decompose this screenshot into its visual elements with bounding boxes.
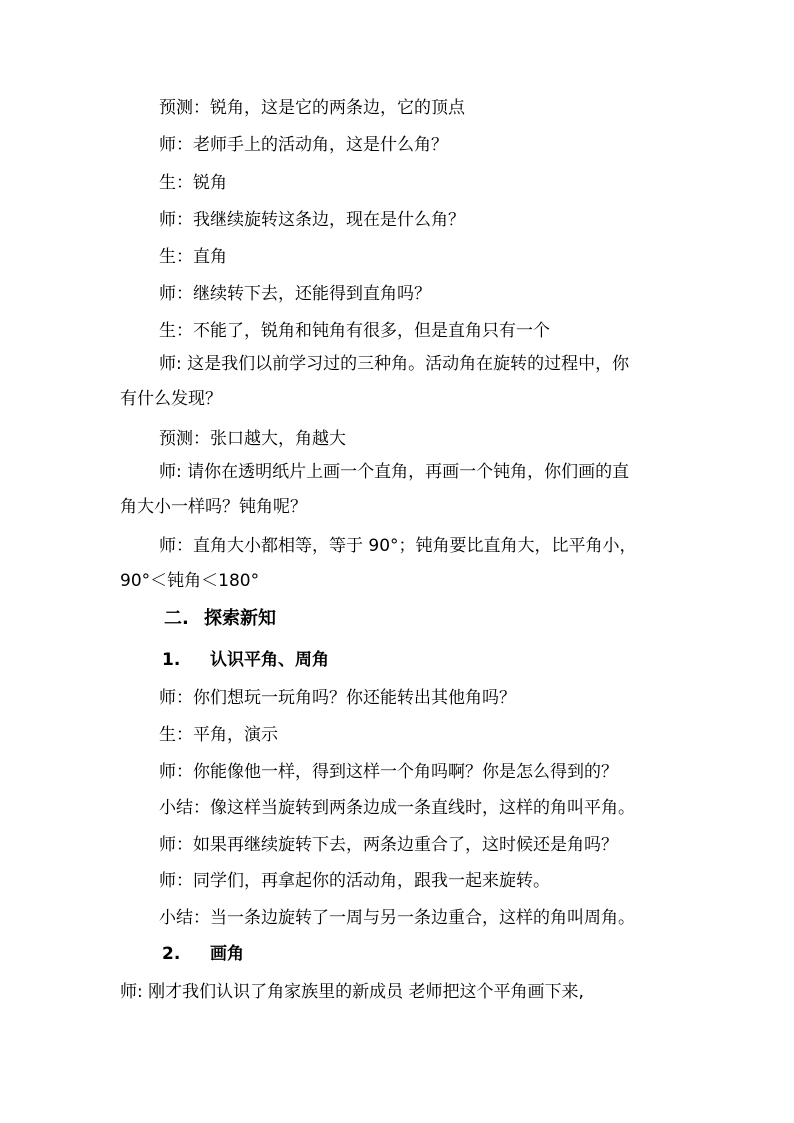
- text-line: 师：同学们，再拿起你的活动角，跟我一起来旋转。: [159, 871, 550, 891]
- text-line: 预测：锐角，这是它的两条边，它的顶点: [159, 98, 465, 118]
- text-line: 预测：张口越大，角越大: [159, 429, 346, 449]
- subsection-number: 2.: [162, 944, 181, 964]
- section-number: 二.: [164, 608, 189, 629]
- text-line: 小结：当一条边旋转了一周与另一条边重合，这样的角叫周角。: [159, 908, 635, 928]
- subsection-title: 画角: [210, 944, 244, 964]
- text-line: 师：你们想玩一玩角吗？你还能转出其他角吗？: [159, 688, 516, 708]
- subsection-number: 1.: [162, 650, 181, 670]
- text-line: 师：直角大小都相等，等于 90°；钝角要比直角大，比平角小，: [159, 536, 637, 556]
- text-line: 师：继续转下去，还能得到直角吗？: [159, 284, 431, 304]
- text-line: 有什么发现？: [120, 389, 222, 409]
- text-line: 生：平角，演示: [159, 725, 278, 745]
- text-line: 师：你能像他一样，得到这样一个角吗啊？你是怎么得到的？: [159, 762, 618, 782]
- subsection-heading: [0, 942, 794, 966]
- section-heading: [0, 607, 794, 631]
- text-line: 师: 这是我们以前学习过的三种角。活动角在旋转的过程中，你: [159, 354, 630, 374]
- text-line: 师：老师手上的活动角，这是什么角？: [159, 135, 448, 155]
- subsection-heading: [0, 648, 794, 672]
- text-line: 生：锐角: [159, 173, 227, 193]
- subsection-title: 认识平角、周角: [210, 650, 329, 670]
- text-line: 角大小一样吗？钝角呢？: [120, 497, 307, 517]
- text-line: 师: 刚才我们认识了角家族里的新成员 老师把这个平角画下来,: [120, 982, 584, 1002]
- text-line: 师：我继续旋转这条边，现在是什么角？: [159, 210, 465, 230]
- text-line: 小结：像这样当旋转到两条边成一条直线时，这样的角叫平角。: [159, 798, 635, 818]
- text-line: 90°＜钝角＜180°: [120, 571, 260, 591]
- text-line: 师：如果再继续旋转下去，两条边重合了，这时候还是角吗？: [159, 835, 618, 855]
- text-line: 师: 请你在透明纸片上画一个直角，再画一个钝角，你们画的直: [159, 462, 630, 482]
- text-line: 生：不能了，锐角和钝角有很多，但是直角只有一个: [159, 321, 550, 341]
- text-line: 生：直角: [159, 247, 227, 267]
- section-title: 探索新知: [204, 608, 276, 629]
